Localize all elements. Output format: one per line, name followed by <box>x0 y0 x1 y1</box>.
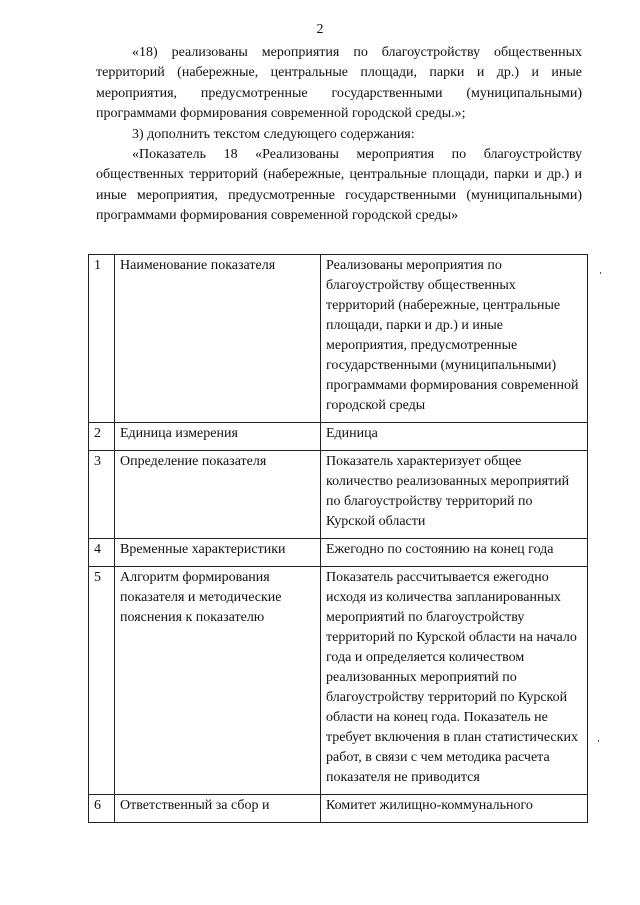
indicator-passport-table <box>88 254 588 823</box>
row-value: Единица <box>321 423 588 451</box>
body-text <box>96 43 582 227</box>
row-value: Показатель характеризует общее количество реализованных мероприятий по благоустройству территорий по Курской области <box>321 451 588 539</box>
row-number: 1 <box>89 255 115 423</box>
row-number: 4 <box>89 539 115 567</box>
row-value: Показатель рассчитывается ежегодно исходя из количества запланированных мероприятий по благоустройству территорий по Курской области на начало года и определяется количеством реализованных мероприятий по благоустройству территорий по Курской области на конец года. Показатель не требует включения в план статистических работ, в связи с чем методика расчета показателя не приводится <box>321 567 588 795</box>
row-label: Алгоритм формирования показателя и методические пояснения к показателю <box>115 567 321 795</box>
row-label: Определение показателя <box>115 451 321 539</box>
row-value: Ежегодно по состоянию на конец года <box>321 539 588 567</box>
row-number: 2 <box>89 423 115 451</box>
scan-speck <box>600 272 601 274</box>
paragraph-indicator-18-title: «Показатель 18 «Реализованы мероприятия по благоустройству общественных территорий (набережные, центральные площади, парки и др.) и иные мероприятия, предусмотренные государственными (муниципальными) программами формирования современной городской среды» <box>96 147 582 224</box>
row-label: Единица измерения <box>115 423 321 451</box>
row-number: 6 <box>89 795 115 823</box>
page-number: 2 <box>316 22 324 37</box>
row-value: Комитет жилищно-коммунального <box>321 795 588 823</box>
row-label: Наименование показателя <box>115 255 321 423</box>
paragraph-item-3: 3) дополнить текстом следующего содержания: <box>132 126 415 142</box>
table-row <box>89 255 588 423</box>
row-label: Ответственный за сбор и <box>115 795 321 823</box>
scan-speck <box>598 740 599 742</box>
table-row <box>89 795 588 823</box>
table-row <box>89 539 588 567</box>
table-row <box>89 423 588 451</box>
table-row <box>89 451 588 539</box>
row-value: Реализованы мероприятия по благоустройству общественных территорий (набережные, центральные площади, парки и др.) и иные мероприятия, предусмотренные государственными (муниципальными) программами формирования современной городской среды <box>321 255 588 423</box>
paragraph-amendment-18: «18) реализованы мероприятия по благоустройству общественных территорий (набережные, центральные площади, парки и др.) и иные мероприятия, предусмотренные государственными (муниципальными) программами формирования современной городской среды.»; <box>96 45 582 122</box>
table-row <box>89 567 588 795</box>
row-number: 5 <box>89 567 115 795</box>
row-number: 3 <box>89 451 115 539</box>
row-label: Временные характеристики <box>115 539 321 567</box>
